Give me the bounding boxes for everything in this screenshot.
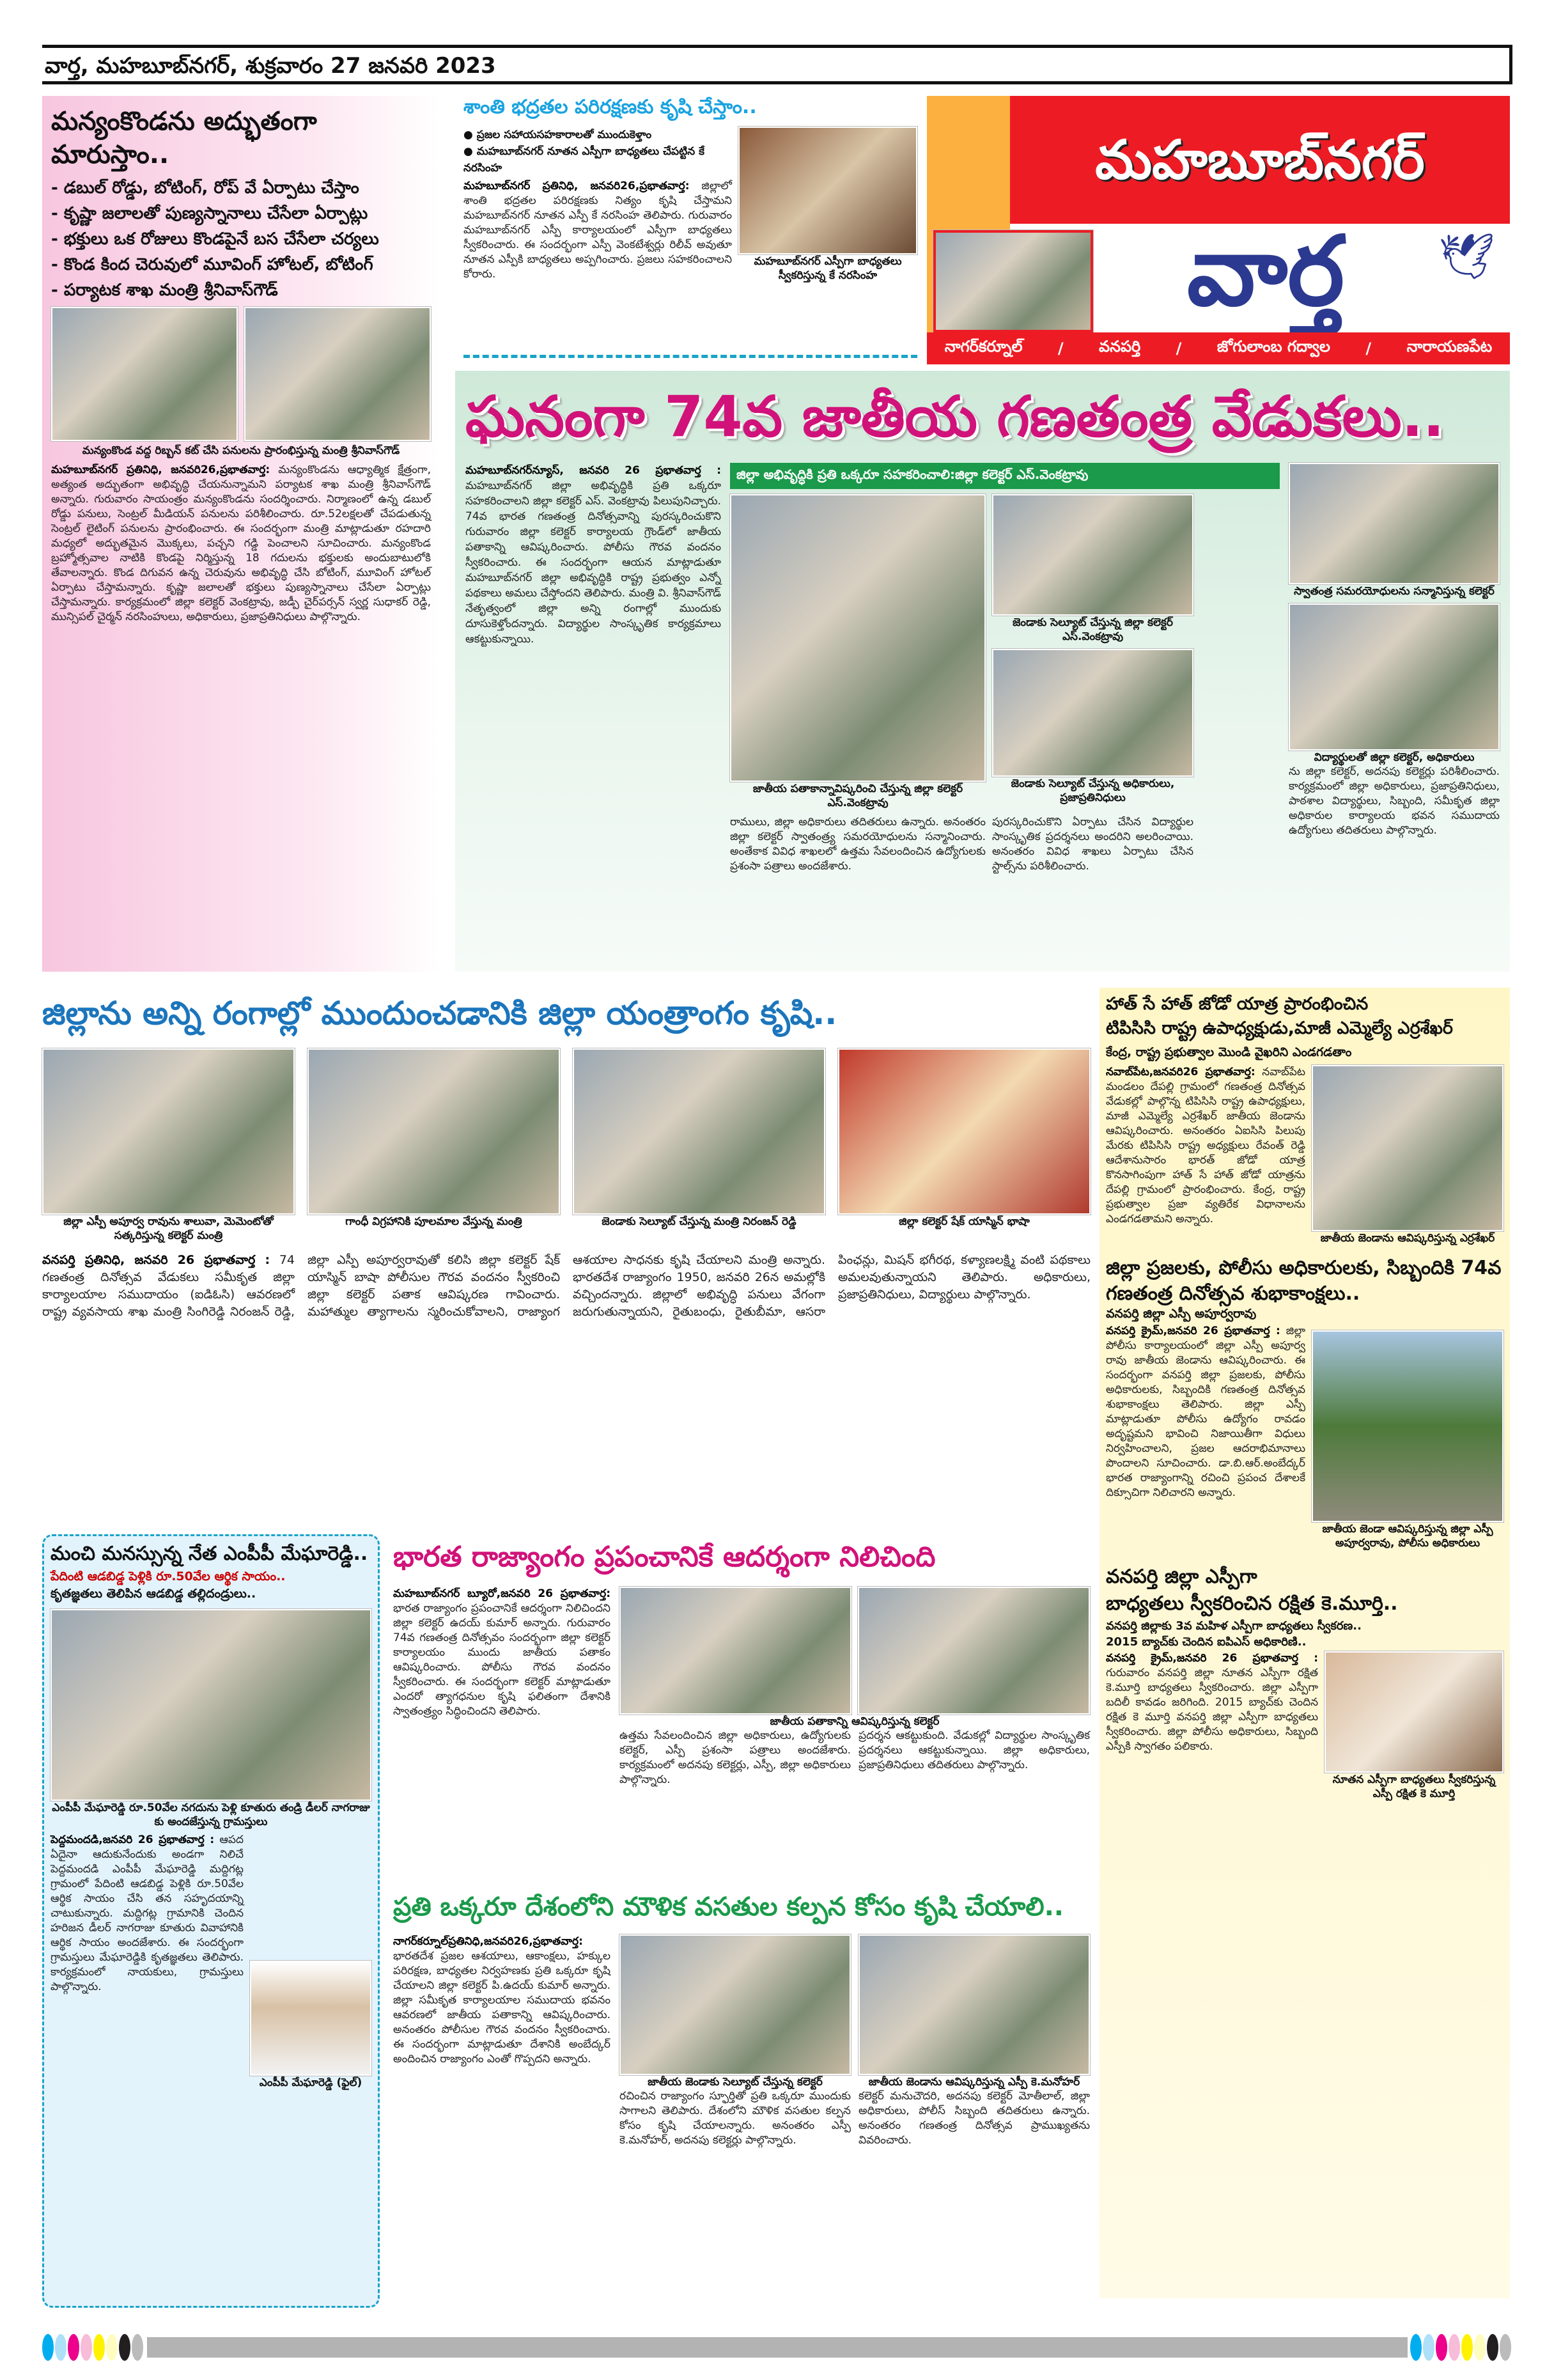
headline: జిల్లాను అన్ని రంగాల్లో ముందుంచడానికి జిల్లా యంత్రాంగం కృషి.. xyxy=(42,995,837,1032)
article-body: వనపర్తి ప్రతినిధి, జనవరి 26 ప్రభాతవార్త : 74 గణతంత్ర దినోత్సవ వేడుకలు సమీకృత జిల్లా కార్యాలయాల సముదాయం (ఐడిఓసి) ఆవరణలో రాష్ట్ర వ్యవసాయ శాఖ మంత్రి సింగిరెడ్డి నిరంజన్ రెడ్డి, జిల్లా ఎస్పీ అపూర్వరావుతో కలిసి జిల్లా కలెక్టర్ షేక్ యాస్మిన్ బాషా పోలీసుల గౌరవ వందనం స్వీకరించి జిల్లా కలెక్టర్ పతాక ఆవిష్కరణ గావించారు. మహాత్ముల త్యాగాలను స్మరించుకోవాలని, రాజ్యాంగ ఆశయాల సాధనకు కృషి చేయాలని మంత్రి అన్నారు. భారతదేశ రాజ్యాంగం 1950, జనవరి 26న అమల్లోకి వచ్చిందన్నారు. జిల్లాలో అభివృద్ధి పనులు వేగంగా జరుగుతున్నాయని, రైతుబంధు, రైతుబీమా, ఆసరా పింఛన్లు, మిషన్ భగీరథ, కళ్యాణలక్ష్మి వంటి పథకాలు అమలవుతున్నాయని తెలిపారు. అధికారులు, ప్రజాప్రతినిధులు, విద్యార్థులు పాల్గొన్నారు. xyxy=(42,1253,1091,1319)
article-republic-day xyxy=(455,371,1510,972)
headline: మన్యంకొండను అద్భుతంగా మారుస్తాం.. xyxy=(51,107,317,169)
masthead xyxy=(927,96,1510,364)
headline: వనపర్తి జిల్లా ఎస్పీగా xyxy=(1106,1566,1257,1588)
article-manyamkonda xyxy=(42,96,440,972)
photo-police-office xyxy=(1312,1330,1503,1522)
photo-students xyxy=(1289,603,1500,751)
bullet: - పర్యాటక శాఖ మంత్రి శ్రీనివాస్‌గౌడ్ xyxy=(51,281,278,300)
photo-caption: విద్యార్థులతో జిల్లా కలెక్టర్, అధికారులు xyxy=(1314,751,1475,764)
article-body: మహబూబ్‌నగర్‌న్యూస్, జనవరి 26 ప్రభాతవార్త : మహబూబ్‌నగర్ జిల్లా అభివృద్ధికి ప్రతి ఒక్కరూ సహకరించాలని జిల్లా కలెక్టర్ ఎస్. వెంకట్రావు పిలుపునిచ్చారు. 74వ భారత గణతంత్ర దినోత్సవాన్ని పురస్కరించుకొని గురువారం జిల్లా కలెక్టర్ కార్యాలయ గ్రౌండ్‌లో జాతీయ పతాకాన్ని ఆవిష్కరించారు. పోలీసు గౌరవ వందనం స్వీకరించారు. ఈ సందర్భంగా ఆయన మాట్లాడుతూ మహబూబ్‌నగర్ జిల్లా అభివృద్ధికి రాష్ట్ర ప్రభుత్వం ఎన్నో పథకాలు అమలు చేస్తోందని తెలిపారు. మంత్రి వి. శ్రీనివాస్‌గౌడ్ నేతృత్వంలో జిల్లా అన్ని రంగాల్లో ముందుకు దూసుకెళ్తోందన్నారు. విద్యార్థుల సాంస్కృతిక కార్యక్రమాలు ఆకట్టుకున్నాయి. xyxy=(465,464,721,646)
dove-icon: 🕊 xyxy=(1438,230,1495,283)
bullet: ● మహబూబ్‌నగర్ నూతన ఎస్పీగా బాధ్యతలు చేపట్టిన కే నరసింహ xyxy=(463,145,704,175)
photo-minister xyxy=(51,307,238,441)
body-text: ప్రదర్శన ఆకట్టుకుంది. వేడుకల్లో విద్యార్థుల సాంస్కృతిక ప్రదర్శనలు ఆకట్టుకున్నాయి. జిల్లా అధికారులు, ప్రజాప్రతినిధులు తదితరులు పాల్గొన్నారు. xyxy=(859,1729,1090,1771)
photo-1 xyxy=(42,1048,295,1215)
article-body: వనపర్తి క్రైమ్,జనవరి 26 ప్రభాతవార్త : గురువారం వనపర్తి జిల్లా నూతన ఎస్పీగా రక్షిత కె.మూర్తి బాధ్యతలు స్వీకరించారు. జిల్లా ఎస్పీగా బదిలీ కావడం జరిగింది. 2015 బ్యాచ్‌కు చెందిన రక్షిత కె మూర్తి వనపర్తి జిల్లా ఎస్పీగా బాధ్యతలు స్వీకరించారు. జిల్లా పోలీసు అధికారులు, సిబ్బంది ఎస్పీకి స్వాగతం పలికారు. xyxy=(1106,1652,1318,1753)
body-text: ఉత్తమ సేవలందించిన జిల్లా అధికారులు, ఉద్యోగులకు కలెక్టర్, ఎస్పీ ప్రశంసా పత్రాలు అందజేశారు. కార్యక్రమంలో అదనపు కలెక్టర్లు, ఎస్పీ, జిల్లా అధికారులు పాల్గొన్నారు. xyxy=(619,1729,851,1786)
kicker: హాత్ సే హాత్ జోడో యాత్ర ప్రారంభించిన xyxy=(1106,994,1369,1014)
photo-mpp xyxy=(250,1961,371,2076)
photo-caption: గాంధీ విగ్రహానికి పూలమాల వేస్తున్న మంత్రి xyxy=(345,1215,522,1228)
edition[interactable]: నారాయణపేట xyxy=(1406,338,1493,355)
photo-caption: నూతన ఎస్పీగా బాధ్యతలు స్వీకరిస్తున్న ఎస్పీ రక్షిత కె మూర్తి xyxy=(1332,1773,1496,1800)
photo-donation xyxy=(51,1609,371,1801)
photo-caption: జాతీయ జెండాకు సెల్యూట్ చేస్తున్న కలెక్టర్ xyxy=(648,2076,823,2088)
article-infra xyxy=(393,1892,1090,2308)
bullet-list xyxy=(51,175,431,303)
subhead: వనపర్తి జిల్లా ఎస్పీ అపూర్వరావు xyxy=(1106,1307,1257,1321)
masthead-logo: వార్త xyxy=(1186,216,1345,327)
photo-flag xyxy=(730,494,986,782)
photo-b xyxy=(859,1934,1090,2075)
photo-3 xyxy=(573,1048,825,1215)
photo-felicitation xyxy=(1289,463,1500,584)
headline: జిల్లా ప్రజలకు, పోలీసు అధికారులకు, సిబ్బందికి 74వ గణతంత్ర దినోత్సవ శుభాకాంక్షలు.. xyxy=(1106,1257,1502,1305)
bullets xyxy=(463,127,732,176)
headline: టిపిసిసి రాష్ట్ర ఉపాధ్యక్షుడు,మాజీ ఎమ్మెల్యే ఎర్రశేఖర్ xyxy=(1106,1018,1453,1038)
photo-caption: జాతీయ పతాకాన్నావిష్కరించి చేస్తున్న జిల్లా కలెక్టర్ ఎస్.వెంకట్రావు xyxy=(752,782,963,809)
bullet: - భక్తులు ఒక రోజులు కొండపైనే బస చేసేలా చర్యలు xyxy=(51,229,379,249)
edition[interactable]: జోగులాంబ గద్వాల xyxy=(1216,338,1330,355)
photo-salute xyxy=(992,494,1193,616)
edition[interactable]: నాగర్‌కర్నూల్ xyxy=(944,338,1023,355)
photo-caption: జాతీయ జెండాను ఆవిష్కరిస్తున్న ఎస్పీ కె.మనోహర్ xyxy=(868,2076,1080,2088)
article-body: పెద్దమందడి,జనవరి 26 ప్రభాతవార్త : ఆపద ఏదైనా ఆదుకునేందుకు అండగా నిలిచే పెద్దమందడి ఎంపీపీ మేఘారెడ్డి మద్దిగట్ల గ్రామంలో పేదింటి ఆడబిడ్డ పెళ్లికి రూ.50వేల ఆర్థిక సాయం చేసి తన సహృదయాన్ని చాటుకున్నారు. మద్దిగట్ల గ్రామానికి చెందిన హరిజన డీలర్ నాగరాజు కూతురు వివాహానికి ఆర్థిక సాయం అందజేశారు. ఈ సందర్భంగా గ్రామస్తులు మేఘారెడ్డికి కృతజ్ఞతలు తెలిపారు. కార్యక్రమంలో నాయకులు, గ్రామస్తులు పాల్గొన్నారు. xyxy=(51,1833,244,1993)
bullet: - కృష్ణా జలాలతో పుణ్యస్నానాలు చేసేలా ఏర్పాట్లు xyxy=(51,204,368,223)
photo-caption: ఎంపీపీ మేఘారెడ్డి రూ.50వేల నగదును పెళ్లి కూతురు తండ్రి డీలర్ నాగరాజు కు అందజేస్తున్న గ్రామస్తులు xyxy=(52,1801,370,1828)
photo-a xyxy=(619,1587,851,1715)
photo-caption: ఎంపీపీ మేఘారెడ్డి (ఫైల్) xyxy=(259,2076,362,2089)
article-body xyxy=(51,463,431,625)
bullet: - డబుల్ రోడ్డు, బోటింగ్, రోప్ వే ఏర్పాటు చేస్తాం xyxy=(51,178,359,198)
headline: బాధ్యతలు స్వీకరించిన రక్షిత కె.మూర్తి.. xyxy=(1106,1592,1398,1615)
photo-caption: జెండాకు సెల్యూట్ చేస్తున్న అధికారులు, ప్రజాప్రతినిధులు xyxy=(1011,777,1175,804)
masthead-photo-dam xyxy=(933,230,1093,332)
photo-4 xyxy=(838,1048,1091,1215)
body-text: రాములు, జిల్లా అధికారులు తదితరులు ఉన్నారు. అనంతరం జిల్లా కలెక్టర్ స్వాతంత్ర్య సమరయోధులను సన్మానించారు. అంతేకాక వివిధ శాఖలలో ఉత్తమ సేవలందించిన ఉద్యోగులకు ప్రశంసా పత్రాలు అందజేశారు. xyxy=(730,816,986,873)
masthead-district: మహబూబ్‌నగర్ xyxy=(1010,96,1510,224)
headline: ఘనంగా 74వ జాతీయ గణతంత్ర వేడుకలు.. xyxy=(465,384,1445,449)
body-text: పురస్కరించుకొని ఏర్పాటు చేసిన విద్యార్థుల సాంస్కృతిక ప్రదర్శనలు అందరిని అలరించాయి. అనంతరం వివిధ శాఖలు ఏర్పాటు చేసిన స్టాల్స్‌ను పరిశీలించారు. xyxy=(992,816,1193,873)
edition-bar: నాగర్‌కర్నూల్ / వనపర్తి / జోగులాంబ గద్వాల / నారాయణపేట xyxy=(927,332,1510,364)
article-district xyxy=(42,991,1091,1528)
headline: ప్రతి ఒక్కరూ దేశంలోని మౌళిక వసతుల కల్పన కోసం కృషి చేయాలి.. xyxy=(393,1892,1064,1922)
article-body: వనపర్తి క్రైమ్,జనవరి 26 ప్రభాతవార్త : జిల్లా పోలీసు కార్యాలయంలో జిల్లా ఎస్పీ అపూర్వ రావు జాతీయ జెండాను ఆవిష్కరించారు. ఈ సందర్భంగా వనపర్తి జిల్లా ప్రజలకు, పోలీసు అధికారులకు, సిబ్బందికి గణతంత్ర దినోత్సవ శుభాకాంక్షలు తెలిపారు. జిల్లా ఎస్పీ మాట్లాడుతూ పోలీసు ఉద్యోగం రావడం అదృష్టమని భావించి నిజాయితీగా విధులు నిర్వహించాలని, ప్రజల ఆదరాభిమానాలు పొందాలని సూచించారు. డా.బి.ఆర్.అంబేద్కర్ భారత రాజ్యాంగాన్ని రచించి ప్రపంచ దేశాలకే దిక్సూచిగా నిలిచారని అన్నారు. xyxy=(1106,1325,1305,1499)
photo-rakshita xyxy=(1325,1651,1503,1773)
headline: మంచి మనస్సున్న నేత ఎంపీపీ మేఘారెడ్డి.. xyxy=(51,1543,368,1565)
color-registration-bar xyxy=(42,2333,1512,2361)
right-column xyxy=(1099,988,1510,2298)
photo-officials xyxy=(992,649,1193,777)
photo-hath xyxy=(1312,1065,1503,1231)
photo-caption: మహబూబ్‌నగర్ ఎస్పీగా బాధ్యతలు స్వీకరిస్తున్న కే నరసింహ xyxy=(754,255,902,282)
photo-b xyxy=(858,1587,1090,1715)
page-header xyxy=(42,45,1512,84)
dateline: మహబూబ్‌నగర్ ప్రతినిధి, జనవరి26,ప్రభాతవార్త: xyxy=(51,463,270,476)
body-text: కలెక్టర్ మనుచౌదరి, అదనపు కలెక్టర్ మోతీలాల్, జిల్లా అధికారులు, పోలీస్ సిబ్బంది తదితరులు ఉన్నారు. అనంతరం గణతంత్ర దినోత్సవ ప్రాముఖ్యతను వివరించారు. xyxy=(859,2090,1090,2147)
photo-caption: మన్యంకొండ వద్ద రిబ్బన్ కట్ చేసి పనులను ప్రారంభిస్తున్న మంత్రి శ్రీనివాస్‌గౌడ్ xyxy=(82,444,400,457)
photo-caption: జిల్లా కలెక్టర్ షేక్ యాస్మిన్ భాషా xyxy=(899,1215,1030,1228)
article-constitution xyxy=(393,1541,1090,1879)
photo-caption: జిల్లా ఎస్పీ అపూర్వ రావును శాలువా, మెమెంటోతో సత్కరిస్తున్న కలెక్టర్ మంత్రి xyxy=(63,1215,274,1242)
photo-caption: స్వాతంత్ర సమరయోధులను సన్మానిస్తున్న కలెక్టర్ xyxy=(1294,585,1495,598)
photo-caption: జెండాకు సెల్యూట్ చేస్తున్న మంత్రి నిరంజన్ రెడ్డి xyxy=(602,1215,796,1228)
subhead: వనపర్తి జిల్లాకు 3వ మహిళ ఎస్పీగా బాధ్యతలు స్వీకరణ.. xyxy=(1106,1619,1362,1633)
photo-2 xyxy=(307,1048,560,1215)
photo-ribbon xyxy=(244,307,431,441)
headline: భారత రాజ్యాంగం ప్రపంచానికే ఆదర్శంగా నిలిచింది xyxy=(393,1541,936,1573)
photo-caption: జెండాకు సెల్యూట్ చేస్తున్న జిల్లా కలెక్టర్ ఎస్.వెంకట్రావు xyxy=(1012,616,1173,643)
bullet: - కొండ కింద చెరువులో మూవింగ్ హోటల్, బోటింగ్ xyxy=(51,255,373,274)
subhead: కేంద్ర, రాష్ట్ర ప్రభుత్వాల మొండి వైఖరిని ఎండగడతాం xyxy=(1106,1045,1352,1059)
body-text: రచించిన రాజ్యాంగం స్ఫూర్తితో ప్రతి ఒక్కరూ ముందుకు సాగాలని తెలిపారు. దేశంలోని మౌళిక వసతుల కల్పన కోసం కృషి చేయాలన్నారు. అనంతరం ఎస్పీ కె.మనోహర్, అదనపు కలెక్టర్లు పాల్గొన్నారు. xyxy=(619,2090,851,2147)
body-text: మన్యంకొండను ఆధ్యాత్మిక క్షేత్రంగా, అత్యంత అద్భుతంగా అభివృద్ధి చేయనున్నామని పర్యాటక శాఖ మంత్రి శ్రీనివాస్‌గౌడ్ అన్నారు. గురువారం సాయంత్రం మన్యంకొండను సందర్శించారు. నిర్మాణంలో ఉన్న డబుల్ రోడ్డు పనులు, సెంట్రల్ మీడియన్ పనులను పరిశీలించారు. రూ.52లక్షలతో చేపడుతున్న సెంట్రల్ లైటింగ్ పనులను ప్రారంభించారు. ఈ సందర్భంగా మంత్రి మాట్లాడుతూ రహదారి మధ్యలో అద్భుతమైన మొక్కలు, పచ్చని గడ్డి పెంచాలని సూచించారు. మన్యంకొండ బ్రహ్మోత్సవాల నాటికి కొండపై నిర్మిస్తున్న 18 గదులను భక్తులకు అందుబాటులోకి తేవాలన్నారు. కొండ దిగువన ఉన్న చెరువును అభివృద్ధి చేసి బోటింగ్, మూవింగ్ హోటల్ ఏర్పాటు చేస్తామన్నారు. కృష్ణా జలాలతో భక్తులు పుణ్యస్నానాలు చేసేలా ఏర్పాట్లు చేస్తామన్నారు. కార్యక్రమంలో జిల్లా కలెక్టర్ వెంకట్రావు, జడ్పీ చైర్‌పర్సన్ స్వర్ణ సుధాకర్ రెడ్డి, మున్సిపల్ చైర్మన్ నరసింహులు, అధికారులు, ప్రజాప్రతినిధులు పాల్గొన్నారు. xyxy=(51,463,431,623)
bullet: ● ప్రజల సహాయసహకారాలతో ముందుకెళ్తాం xyxy=(463,128,652,141)
subhead: కృతజ్ఞతలు తెలిపిన ఆడబిడ్డ తల్లిదండ్రులు.. xyxy=(51,1587,256,1601)
article-body: నవాబ్‌పేట,జనవరి26 ప్రభాతవార్త: నవాబ్‌పేట మండలం దేపల్లి గ్రామంలో గణతంత్ర దినోత్సవ వేడుకల్లో పాల్గొన్న టిపిసిసి రాష్ట్ర ఉపాధ్యక్షులు, మాజీ ఎమ్మెల్యే ఎర్రశేఖర్ జాతీయ జెండాను ఆవిష్కరించారు. అనంతరం ఏఐసిసి పిలుపు మేరకు టిపిసిసి రాష్ట్ర అధ్యక్షులు రేవంత్ రెడ్డి ఆదేశానుసారం భారత్ జోడో యాత్ర కొనసాగింపుగా హాత్ సే హాత్ జోడో యాత్రను దేపల్లి గ్రామంలో ప్రారంభించారు. కేంద్ర, రాష్ట్ర ప్రభుత్వాల ప్రజా వ్యతిరేక విధానాలను ఎండగడతామని అన్నారు. xyxy=(1106,1066,1305,1225)
article-sp xyxy=(463,96,917,358)
subhead: 2015 బ్యాచ్‌కు చెందిన ఐపిఎస్ అధికారిణి.. xyxy=(1106,1635,1307,1649)
photo-a xyxy=(619,1934,851,2075)
article-mpp xyxy=(42,1534,380,2308)
photo-caption: జాతీయ జెండా ఆవిష్కరిస్తున్న జిల్లా ఎస్పీ అపూర్వరావు, పోలీసు అధికారులు xyxy=(1322,1523,1493,1550)
article-body: మహబూబ్‌నగర్ ప్రతినిధి, జనవరి26,ప్రభాతవార్త: జిల్లాలో శాంతి భద్రతల పరిరక్షణకు నిత్యం కృషి చేస్తామని మహబూబ్‌నగర్ నూతన ఎస్పీ కే నరసింహ తెలిపారు. గురువారం మహబూబ్‌నగర్ ఎస్పీ కార్యాలయంలో ఎస్పీగా బాధ్యతలు స్వీకరించారు. ఈ సందర్భంగా ఎస్పీ వెంకటేశ్వర్లు రిలీవ్ అవుతూ నూతన ఎస్పీకి బాధ్యతలు అప్పగించారు. ప్రజలు సహకరించాలని కోరారు. xyxy=(463,180,732,281)
headline: శాంతి భద్రతల పరిరక్షణకు కృషి చేస్తాం.. xyxy=(463,96,757,118)
green-label: జిల్లా అభివృద్ధికి ప్రతి ఒక్కరూ సహకరించాలి:జిల్లా కలెక్టర్ ఎస్.వెంకట్రావు xyxy=(730,463,1280,489)
body-text: ను జిల్లా కలెక్టర్, అదనపు కలెక్టర్లు పరిశీలించారు. కార్యక్రమంలో జిల్లా అధికారులు, ప్రజాప్రతినిధులు, పాఠశాల విద్యార్థులు, సిబ్బంది, సమీకృత జిల్లా అధికారుల కార్యాలయ భవన సముదాయ ఉద్యోగులు తదితరులు పాల్గొన్నారు. xyxy=(1289,765,1500,837)
article-body: నాగర్‌కర్నూల్‌ప్రతినిధి,జనవరి26,ప్రభాతవార్త: భారతదేశ ప్రజల ఆశయాలు, ఆకాంక్షలు, హక్కుల పరిరక్షణ, బాధ్యతల నిర్వహణకు ప్రతి ఒక్కరూ కృషి చేయాలని జిల్లా కలెక్టర్ పి.ఉదయ్ కుమార్ అన్నారు. జిల్లా సమీకృత కార్యాలయాల సముదాయ భవనం ఆవరణలో జాతీయ పతాకాన్ని ఆవిష్కరించారు. అనంతరం పోలీసుల గౌరవ వందనం స్వీకరించారు. ఈ సందర్భంగా మాట్లాడుతూ దేశానికి అంబేద్కర్ అందించిన రాజ్యాంగం ఎంతో గొప్పదని అన్నారు. xyxy=(393,1935,610,2065)
photo-caption: జాతీయ పతాకాన్ని ఆవిష్కరిస్తున్న కలెక్టర్ xyxy=(770,1715,940,1728)
dateline: వార్త, మహబూబ్‌నగర్, శుక్రవారం 27 జనవరి 2023 xyxy=(45,53,496,79)
subhead: పేదింటి ఆడబిడ్డ పెళ్లికి రూ.50వేల ఆర్థిక సాయం.. xyxy=(51,1569,286,1583)
edition[interactable]: వనపర్తి xyxy=(1099,338,1141,355)
photo-sp xyxy=(738,127,917,254)
article-body: మహబూబ్‌నగర్ బ్యూరో,జనవరి 26 ప్రభాతవార్త: భారత రాజ్యాంగం ప్రపంచానికే ఆదర్శంగా నిలిచిందని జిల్లా కలెక్టర్ ఉదయ్ కుమార్ అన్నారు. గురువారం 74వ గణతంత్ర దినోత్సవం సందర్భంగా జిల్లా కలెక్టర్ కార్యాలయం ముందు జాతీయ పతాకం ఆవిష్కరించారు. పోలీసు గౌరవ వందనం స్వీకరించారు. ఈ సందర్భంగా కలెక్టర్ మాట్లాడుతూ ఎందరో త్యాగధనుల కృషి ఫలితంగా దేశానికి స్వాతంత్ర్యం సిద్ధించిందని తెలిపారు. xyxy=(393,1587,610,1718)
photo-caption: జాతీయ జెండాను ఆవిష్కరిస్తున్న ఎర్రశేఖర్ xyxy=(1320,1232,1495,1245)
